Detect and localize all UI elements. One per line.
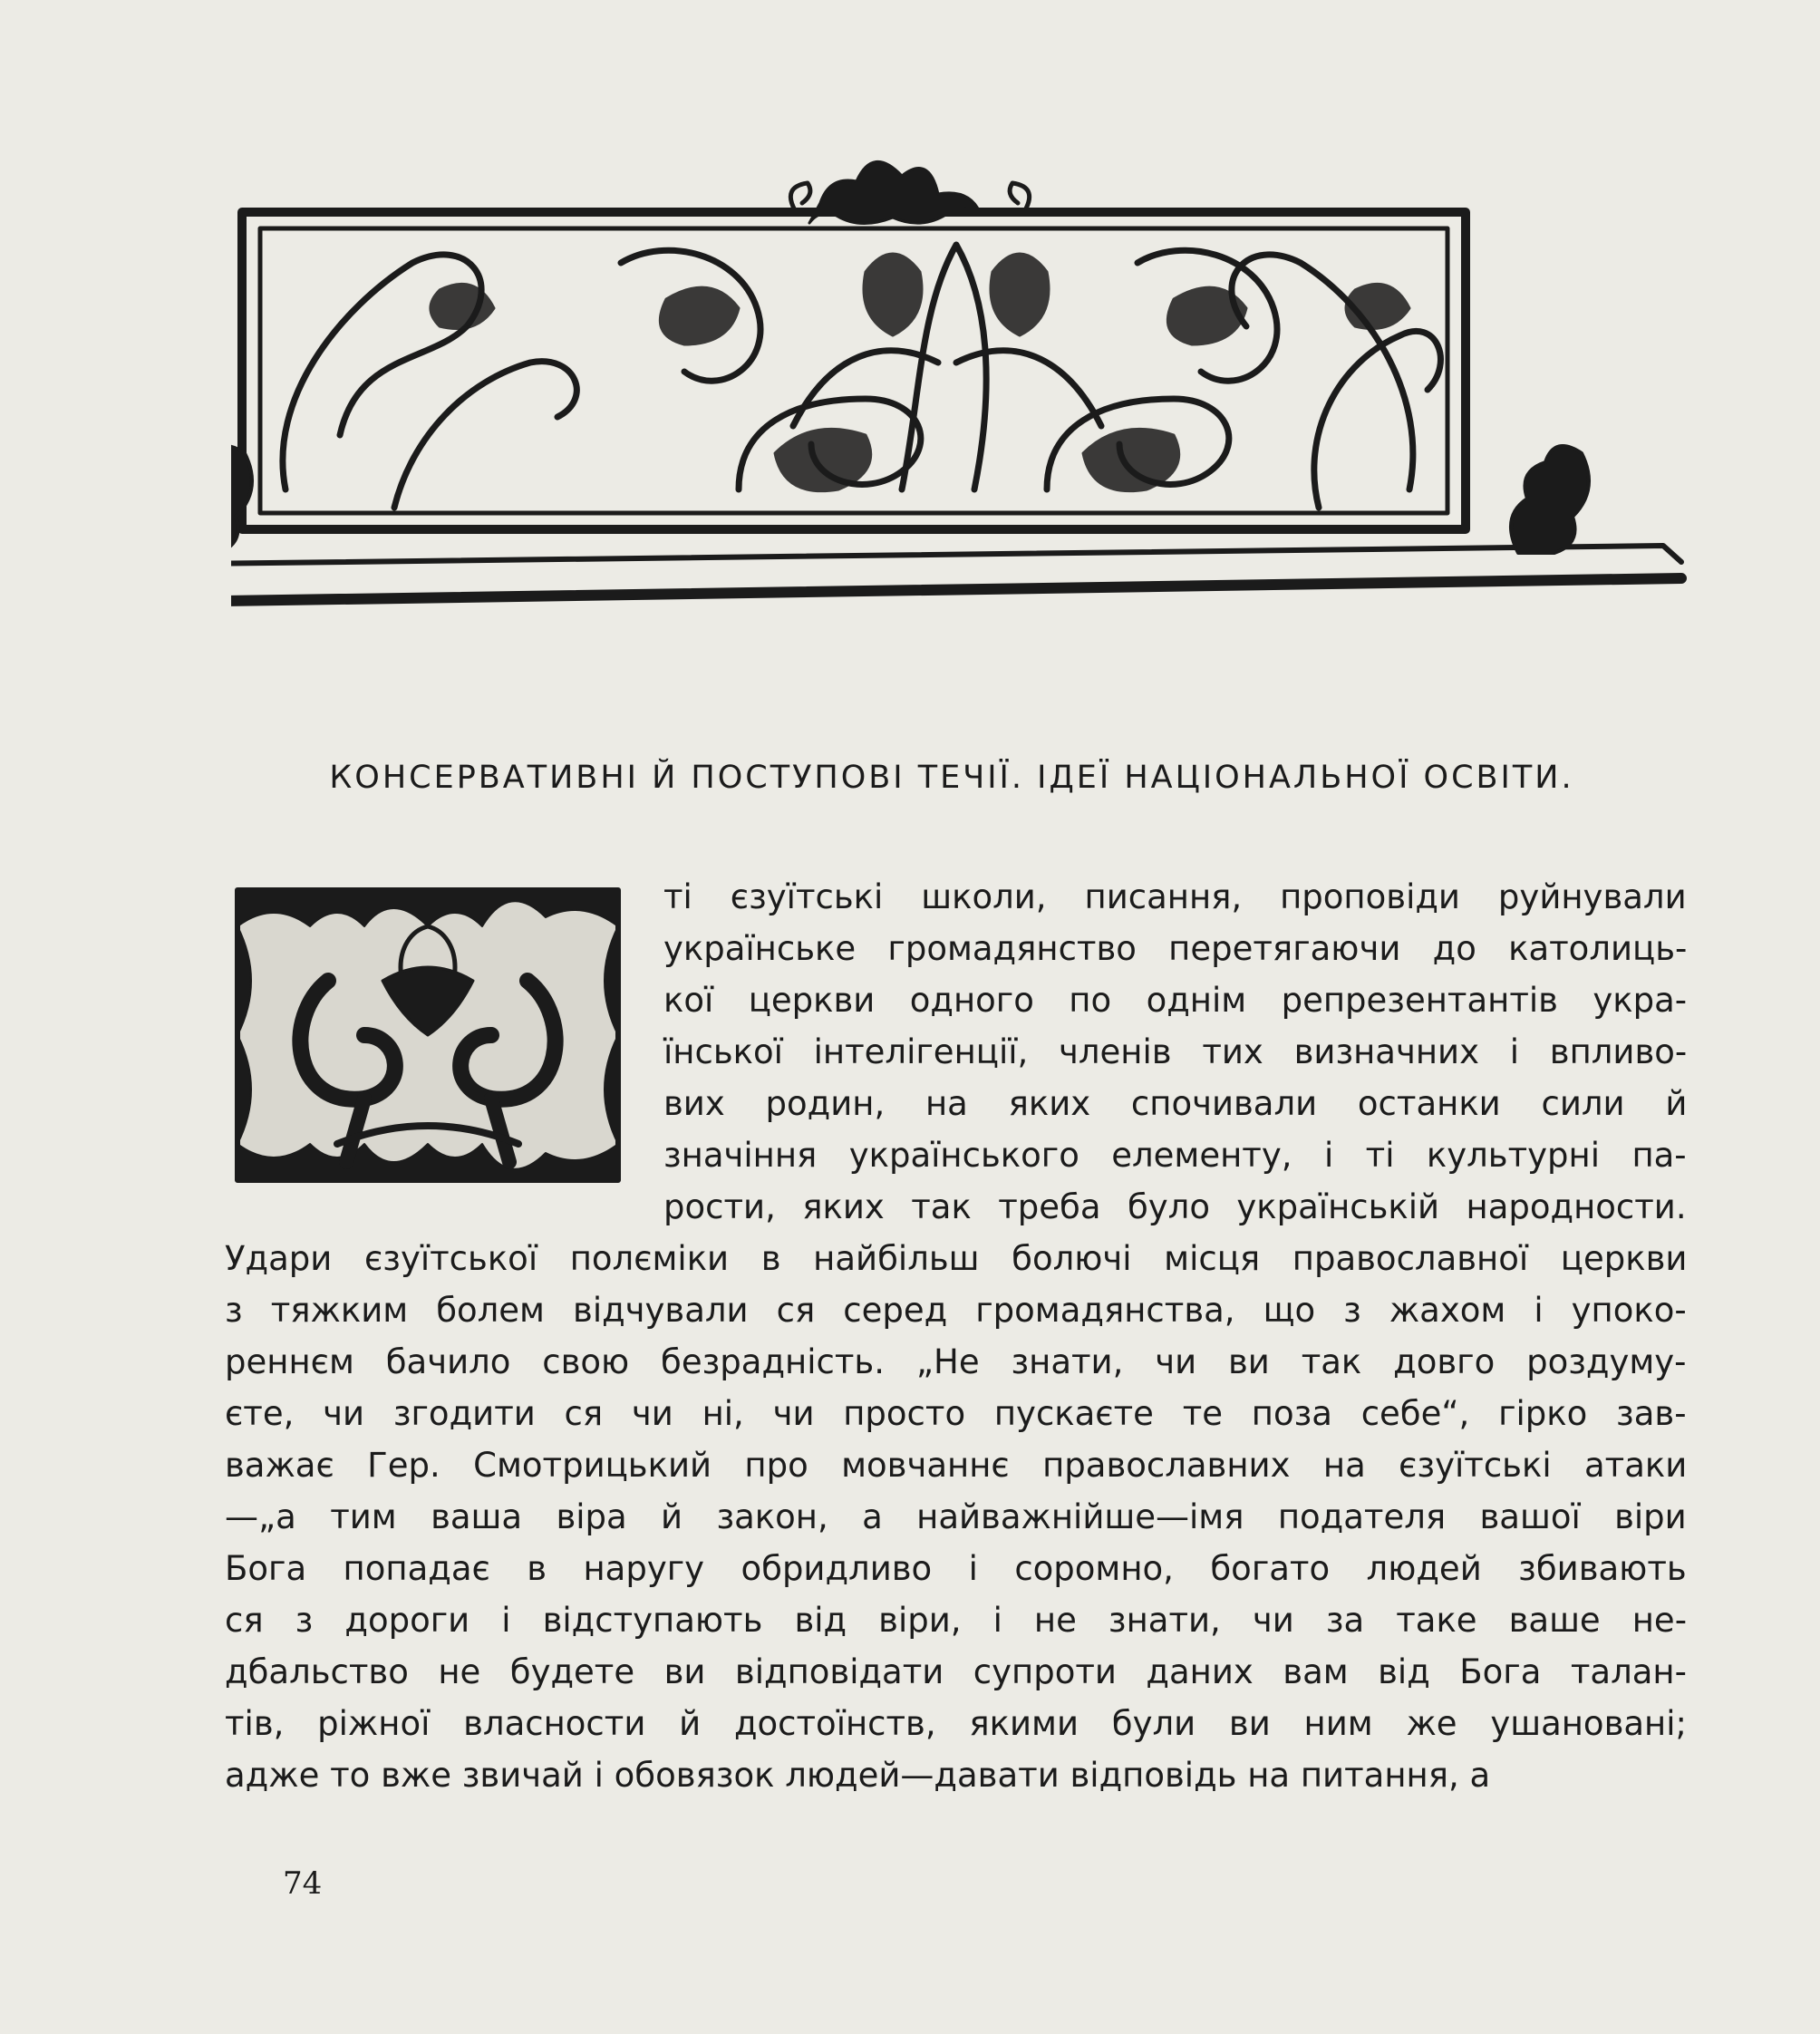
- text-line-18: адже то вже звичай і обовязок людей—давати відповідь на питання, а: [225, 1756, 1491, 1795]
- text-line-3: кої церкви одного по однім репрезентантів укра-: [663, 981, 1688, 1020]
- text-line-12: важає Гер. Смотрицький про мовчаннє православних на єзуїтські атаки: [225, 1446, 1688, 1485]
- text-line-11: єте, чи згодити ся чи ні, чи просто пускаєте те поза себе“, гірко зав-: [225, 1394, 1687, 1433]
- page-number: 74: [283, 1865, 323, 1902]
- text-line-4: їнської інтелігенції, членів тих визначних і впливо-: [663, 1032, 1688, 1071]
- text-line-15: ся з дороги і відступають від віри, і не знати, чи за таке ваше не-: [225, 1601, 1688, 1640]
- text-line-2: українське громадянство перетягаючи до католиць-: [663, 929, 1688, 968]
- text-line-8: Удари єзуїтської полєміки в найбільш болючі місця православної церкви: [225, 1239, 1688, 1278]
- text-line-10: реннєм бачило свою безрадність. „Не знати, чи ви так довго роздуму-: [225, 1342, 1687, 1381]
- text-line-6: значіння українського елементу, і ті культурні па-: [663, 1136, 1687, 1175]
- floral-headpiece-ornament: [231, 127, 1690, 616]
- text-line-13: —„а тим ваша віра й закон, а найважнійше—імя подателя вашої віри: [225, 1497, 1687, 1536]
- text-line-14: Бога попадає в наругу обридливо і соромно, богато людей збивають: [225, 1549, 1687, 1588]
- text-line-1: ті єзуїтські школи, писання, проповіди руйнували: [663, 877, 1687, 916]
- chapter-title: КОНСЕРВАТИВНІ Й ПОСТУПОВІ ТЕЧІЇ. ІДЕЇ НАЦІОНАЛЬНОЇ ОСВІТИ.: [329, 760, 1574, 796]
- text-line-9: з тяжким болем відчували ся серед громадянства, що з жахом і упоко-: [225, 1291, 1687, 1330]
- text-line-17: тів, ріжної власности й достоїнств, якими були ви ним же ушановані;: [225, 1704, 1687, 1743]
- text-line-5: вих родин, на яких спочивали останки сили й: [663, 1084, 1688, 1123]
- text-line-7: рости, яких так треба було українській народности.: [663, 1187, 1687, 1226]
- decorated-initial-with-dove: [228, 872, 629, 1200]
- text-line-16: дбальство не будете ви відповідати супроти даних вам від Бога талан-: [225, 1652, 1687, 1691]
